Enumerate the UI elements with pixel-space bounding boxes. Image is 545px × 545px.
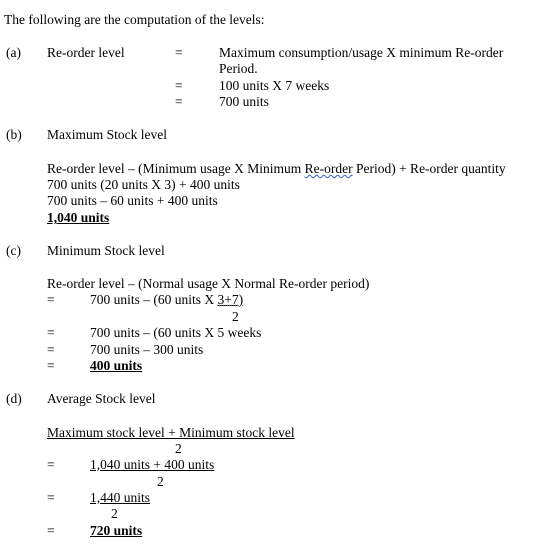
section-label: (a)	[6, 45, 21, 60]
fraction-denominator: 2	[111, 506, 118, 521]
result-value: 720 units	[90, 523, 143, 538]
equals-sign: =	[47, 523, 55, 538]
equals-sign: =	[47, 490, 55, 505]
section-label: (c)	[6, 243, 21, 258]
equals-sign: =	[47, 457, 55, 472]
formula-text: Re-order level – (Minimum usage X Minimum	[47, 161, 305, 176]
section-title: Average Stock level	[47, 391, 156, 406]
formula-line: 700 units – (60 units X 5 weeks	[90, 325, 262, 340]
result-value: 1,040 units	[47, 210, 110, 225]
equals-sign: =	[175, 94, 183, 109]
intro-text: The following are the computation of the levels:	[4, 12, 265, 27]
formula-line: 700 units – 60 units + 400 units	[47, 193, 218, 208]
formula-line: 700 units – 300 units	[90, 342, 204, 357]
equals-sign: =	[47, 325, 55, 340]
fraction-numerator-text: 3+7	[217, 292, 239, 307]
fraction-numerator: Maximum stock level + Minimum stock level	[47, 425, 295, 440]
fraction-denominator: 2	[175, 441, 182, 456]
equals-sign: =	[175, 45, 183, 60]
fraction-denominator: 2	[232, 309, 239, 324]
result-value: 400 units	[90, 358, 143, 373]
fraction-denominator: 2	[157, 474, 164, 489]
section-label: (d)	[6, 391, 22, 406]
equals-sign: =	[47, 292, 55, 307]
formula-text: 700 units – (60 units X	[90, 292, 218, 307]
formula-line: Maximum consumption/usage X minimum Re-order	[219, 45, 504, 60]
fraction-numerator: 1,440 units	[90, 490, 151, 505]
section-title: Maximum Stock level	[47, 127, 167, 142]
section-title: Re-order level	[47, 45, 125, 60]
equals-sign: =	[47, 358, 55, 373]
formula-line: 700 units (20 units X 3) + 400 units	[47, 177, 240, 192]
fraction-numerator: 1,040 units + 400 units	[90, 457, 215, 472]
formula-line: Re-order level – (Normal usage X Normal Re-order period)	[47, 276, 370, 291]
equals-sign: =	[47, 342, 55, 357]
section-title: Minimum Stock level	[47, 243, 165, 258]
formula-text: Period) + Re-order quantity	[352, 161, 506, 176]
equals-sign: =	[175, 78, 183, 93]
closing-parenthesis: )	[238, 292, 244, 307]
formula-line: 700 units	[219, 94, 269, 109]
section-label: (b)	[6, 127, 22, 142]
spellcheck-flagged-word: Re-order	[304, 161, 353, 176]
formula-line: Period.	[219, 61, 258, 76]
formula-line: 100 units X 7 weeks	[219, 78, 330, 93]
